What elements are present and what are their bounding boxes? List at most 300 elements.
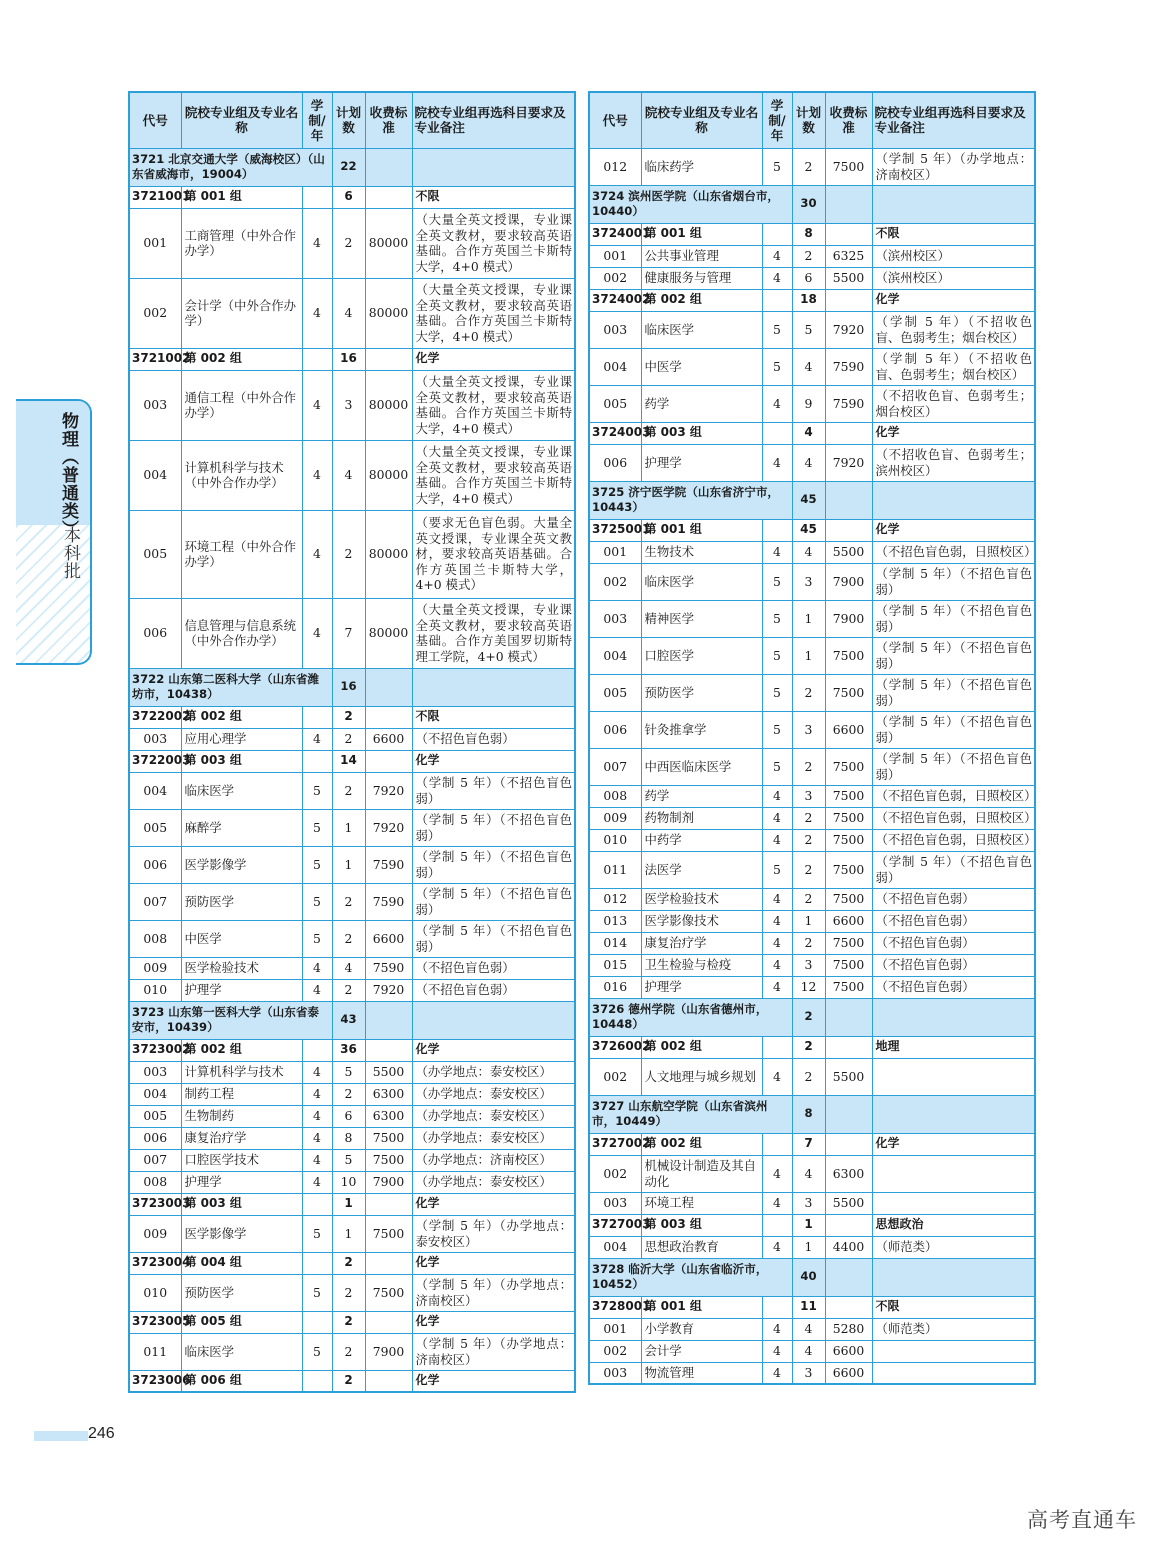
major-fee: 6600	[825, 1362, 872, 1384]
group-name: 第 005 组	[181, 1311, 302, 1333]
group-code: 3723006	[129, 1370, 181, 1392]
group-fee-empty	[825, 1214, 872, 1236]
major-fee: 7590	[365, 883, 412, 920]
major-row	[129, 1105, 575, 1127]
major-remark: （不招色盲色弱，日照校区）	[872, 829, 1035, 851]
school-remark-empty	[872, 1258, 1035, 1296]
major-code: 006	[129, 1127, 181, 1149]
group-years-empty	[762, 1214, 792, 1236]
major-remark: （学制 5 年）（办学地点：泰安校区）	[412, 1215, 575, 1252]
major-code: 005	[589, 674, 641, 711]
major-name: 预防医学	[181, 1274, 302, 1311]
major-fee: 7500	[825, 851, 872, 888]
major-years: 4	[302, 957, 332, 979]
major-remark: （学制 5 年）（不招收色盲、色弱考生；烟台校区）	[872, 311, 1035, 348]
major-fee: 7500	[825, 785, 872, 807]
school-fee-empty	[825, 185, 872, 223]
major-name: 中医学	[641, 348, 762, 385]
major-code: 013	[589, 910, 641, 932]
major-name: 康复治疗学	[641, 932, 762, 954]
major-plan: 2	[332, 208, 365, 278]
major-years: 4	[762, 245, 792, 267]
major-name: 护理学	[641, 976, 762, 998]
group-plan: 2	[792, 1036, 825, 1058]
group-plan: 2	[332, 1370, 365, 1392]
major-remark: （学制 5 年）（不招色盲色弱）	[872, 711, 1035, 748]
group-plan: 1	[792, 1214, 825, 1236]
major-name: 医学影像学	[181, 846, 302, 883]
major-row	[129, 370, 575, 440]
major-remark: （学制 5 年）（不招色盲色弱）	[412, 809, 575, 846]
major-plan: 1	[332, 846, 365, 883]
major-name: 通信工程（中外合作办学）	[181, 370, 302, 440]
school-name: 3728 临沂大学（山东省临沂市，10452）	[589, 1258, 792, 1296]
major-years: 4	[302, 1149, 332, 1171]
major-row	[589, 1058, 1035, 1095]
major-name: 口腔医学	[641, 637, 762, 674]
major-plan: 3	[792, 563, 825, 600]
major-fee: 7900	[825, 600, 872, 637]
major-plan: 3	[792, 1362, 825, 1384]
major-code: 010	[129, 1274, 181, 1311]
major-remark: （不招色盲色弱，日照校区）	[872, 541, 1035, 563]
major-fee: 5280	[825, 1318, 872, 1340]
major-row	[129, 598, 575, 668]
major-code: 007	[589, 748, 641, 785]
group-code: 3722003	[129, 750, 181, 772]
major-code: 005	[129, 1105, 181, 1127]
major-row	[589, 148, 1035, 185]
major-code: 004	[589, 637, 641, 674]
school-plan: 2	[792, 998, 825, 1036]
major-row	[129, 772, 575, 809]
group-years-empty	[302, 1252, 332, 1274]
school-plan: 40	[792, 1258, 825, 1296]
major-plan: 4	[792, 541, 825, 563]
header-name: 院校专业组及专业名称	[641, 92, 762, 148]
header-remark: 院校专业组再选科目要求及专业备注	[872, 92, 1035, 148]
major-years: 5	[302, 920, 332, 957]
major-fee: 7500	[365, 1127, 412, 1149]
major-remark: （滨州校区）	[872, 267, 1035, 289]
major-plan: 3	[792, 1192, 825, 1214]
school-row	[589, 1095, 1035, 1133]
major-remark: （大量全英文授课，专业课全英文教材，要求较高英语基础。合作方英国兰卡斯特大学，4+0 模式）	[412, 440, 575, 510]
major-row	[129, 510, 575, 598]
major-row	[589, 807, 1035, 829]
major-name: 中西医临床医学	[641, 748, 762, 785]
major-remark	[872, 1362, 1035, 1384]
group-code: 3725001	[589, 519, 641, 541]
major-fee: 7920	[365, 772, 412, 809]
major-row	[589, 976, 1035, 998]
major-code: 011	[129, 1333, 181, 1370]
major-code: 014	[589, 932, 641, 954]
major-code: 012	[589, 888, 641, 910]
major-name: 公共事业管理	[641, 245, 762, 267]
major-years: 4	[762, 976, 792, 998]
major-fee: 80000	[365, 278, 412, 348]
major-remark: （学制 5 年）（不招色盲色弱）	[872, 748, 1035, 785]
major-fee: 7500	[365, 1274, 412, 1311]
admission-table-left	[128, 91, 576, 1393]
major-years: 5	[762, 748, 792, 785]
major-row	[589, 1318, 1035, 1340]
group-code: 3723002	[129, 1039, 181, 1061]
major-years: 4	[762, 444, 792, 481]
major-plan: 2	[792, 674, 825, 711]
group-row	[129, 1193, 575, 1215]
major-years: 4	[762, 785, 792, 807]
group-years-empty	[762, 1296, 792, 1318]
major-code: 010	[129, 979, 181, 1001]
major-row	[129, 1215, 575, 1252]
major-years: 4	[762, 1058, 792, 1095]
major-row	[589, 385, 1035, 422]
major-years: 4	[762, 910, 792, 932]
major-row	[129, 920, 575, 957]
major-row	[589, 785, 1035, 807]
group-subject-requirement: 思想政治	[872, 1214, 1035, 1236]
major-row	[589, 910, 1035, 932]
major-fee: 7590	[365, 957, 412, 979]
major-row	[589, 637, 1035, 674]
group-subject-requirement: 不限	[412, 186, 575, 208]
group-plan: 2	[332, 706, 365, 728]
group-code: 3723003	[129, 1193, 181, 1215]
major-fee: 7500	[825, 748, 872, 785]
group-years-empty	[762, 1133, 792, 1155]
school-fee-empty	[365, 668, 412, 706]
group-fee-empty	[825, 223, 872, 245]
major-fee: 80000	[365, 510, 412, 598]
major-years: 4	[762, 541, 792, 563]
major-row	[589, 444, 1035, 481]
school-fee-empty	[825, 1095, 872, 1133]
major-name: 工商管理（中外合作办学）	[181, 208, 302, 278]
school-plan: 8	[792, 1095, 825, 1133]
major-years: 4	[762, 267, 792, 289]
major-remark: （不招色盲色弱）	[412, 979, 575, 1001]
major-code: 003	[589, 600, 641, 637]
major-name: 中医学	[181, 920, 302, 957]
major-years: 5	[302, 772, 332, 809]
group-subject-requirement: 化学	[412, 1039, 575, 1061]
major-code: 006	[589, 711, 641, 748]
group-row	[589, 1214, 1035, 1236]
major-years: 4	[302, 510, 332, 598]
major-name: 口腔医学技术	[181, 1149, 302, 1171]
major-name: 法医学	[641, 851, 762, 888]
major-plan: 2	[332, 1333, 365, 1370]
major-row	[589, 954, 1035, 976]
major-remark: （不招色盲色弱）	[872, 888, 1035, 910]
group-row	[589, 519, 1035, 541]
major-years: 4	[762, 1340, 792, 1362]
group-plan: 11	[792, 1296, 825, 1318]
major-remark: （师范类）	[872, 1318, 1035, 1340]
group-row	[129, 1370, 575, 1392]
major-years: 4	[762, 1192, 792, 1214]
group-name: 第 003 组	[181, 1193, 302, 1215]
group-name: 第 003 组	[181, 750, 302, 772]
group-name: 第 001 组	[181, 186, 302, 208]
major-plan: 2	[332, 1274, 365, 1311]
major-row	[589, 674, 1035, 711]
group-name: 第 002 组	[641, 289, 762, 311]
major-years: 5	[762, 148, 792, 185]
major-name: 小学教育	[641, 1318, 762, 1340]
major-remark: （办学地点：泰安校区）	[412, 1127, 575, 1149]
group-code: 3724003	[589, 422, 641, 444]
group-fee-empty	[365, 1311, 412, 1333]
major-code: 003	[129, 728, 181, 750]
major-row	[129, 957, 575, 979]
major-remark: （不招色盲色弱）	[872, 976, 1035, 998]
major-row	[129, 846, 575, 883]
major-years: 5	[302, 1215, 332, 1252]
major-fee: 7920	[365, 979, 412, 1001]
major-years: 5	[762, 851, 792, 888]
school-name: 3727 山东航空学院（山东省滨州市，10449）	[589, 1095, 792, 1133]
group-plan: 2	[332, 1252, 365, 1274]
group-plan: 36	[332, 1039, 365, 1061]
major-fee: 6325	[825, 245, 872, 267]
major-code: 009	[589, 807, 641, 829]
major-fee: 5500	[825, 267, 872, 289]
major-row	[129, 1149, 575, 1171]
major-code: 006	[589, 444, 641, 481]
major-row	[589, 563, 1035, 600]
major-fee: 6300	[365, 1105, 412, 1127]
group-plan: 1	[332, 1193, 365, 1215]
major-row	[129, 1274, 575, 1311]
major-fee: 5500	[365, 1061, 412, 1083]
school-row	[589, 1258, 1035, 1296]
major-remark: （办学地点：泰安校区）	[412, 1171, 575, 1193]
major-plan: 5	[332, 1149, 365, 1171]
major-name: 预防医学	[641, 674, 762, 711]
group-years-empty	[302, 1311, 332, 1333]
group-subject-requirement: 地理	[872, 1036, 1035, 1058]
major-years: 4	[762, 1318, 792, 1340]
group-subject-requirement: 化学	[872, 1133, 1035, 1155]
major-name: 医学检验技术	[181, 957, 302, 979]
major-name: 针灸推拿学	[641, 711, 762, 748]
major-remark: （办学地点：泰安校区）	[412, 1083, 575, 1105]
header-code: 代号	[129, 92, 181, 148]
major-plan: 1	[792, 637, 825, 674]
major-fee: 7500	[825, 888, 872, 910]
major-code: 009	[129, 1215, 181, 1252]
category-label: 物理（普通类）	[58, 412, 78, 538]
major-name: 会计学（中外合作办学）	[181, 278, 302, 348]
group-row	[129, 750, 575, 772]
major-code: 008	[129, 1171, 181, 1193]
major-code: 009	[129, 957, 181, 979]
group-row	[129, 1039, 575, 1061]
major-remark: （学制 5 年）（办学地点：济南校区）	[872, 148, 1035, 185]
group-plan: 16	[332, 348, 365, 370]
major-years: 5	[302, 809, 332, 846]
group-subject-requirement: 化学	[412, 750, 575, 772]
major-remark: （不招色盲色弱，日照校区）	[872, 807, 1035, 829]
major-plan: 1	[332, 1215, 365, 1252]
school-row	[589, 998, 1035, 1036]
major-row	[589, 267, 1035, 289]
school-fee-empty	[365, 1001, 412, 1039]
major-plan: 2	[332, 920, 365, 957]
major-years: 4	[302, 1105, 332, 1127]
major-years: 4	[302, 1061, 332, 1083]
major-years: 5	[762, 637, 792, 674]
school-row	[589, 185, 1035, 223]
school-fee-empty	[825, 998, 872, 1036]
major-fee: 6600	[825, 711, 872, 748]
major-remark: （不招色盲色弱）	[412, 728, 575, 750]
major-years: 4	[302, 728, 332, 750]
group-subject-requirement: 不限	[412, 706, 575, 728]
major-remark: （大量全英文授课，专业课全英文教材，要求较高英语基础。合作方英国兰卡斯特大学，4+0 模式）	[412, 370, 575, 440]
major-code: 016	[589, 976, 641, 998]
major-remark: （不招色盲色弱，日照校区）	[872, 785, 1035, 807]
major-row	[589, 541, 1035, 563]
major-plan: 10	[332, 1171, 365, 1193]
major-years: 4	[762, 1236, 792, 1258]
major-years: 5	[762, 563, 792, 600]
major-code: 002	[589, 563, 641, 600]
major-name: 医学检验技术	[641, 888, 762, 910]
major-code: 006	[129, 598, 181, 668]
major-fee: 6300	[365, 1083, 412, 1105]
major-code: 008	[129, 920, 181, 957]
major-name: 生物制药	[181, 1105, 302, 1127]
major-row	[589, 311, 1035, 348]
major-fee: 80000	[365, 440, 412, 510]
major-name: 信息管理与信息系统（中外合作办学）	[181, 598, 302, 668]
major-row	[129, 1333, 575, 1370]
group-code: 3724002	[589, 289, 641, 311]
page-number: 246	[88, 1425, 115, 1442]
major-remark	[872, 1340, 1035, 1362]
group-name: 第 002 组	[641, 1036, 762, 1058]
group-code: 3727003	[589, 1214, 641, 1236]
major-row	[129, 979, 575, 1001]
major-remark: （不招色盲色弱）	[412, 957, 575, 979]
group-plan: 45	[792, 519, 825, 541]
major-name: 预防医学	[181, 883, 302, 920]
major-name: 环境工程（中外合作办学）	[181, 510, 302, 598]
major-name: 精神医学	[641, 600, 762, 637]
major-code: 001	[589, 1318, 641, 1340]
major-fee: 5500	[825, 541, 872, 563]
major-code: 006	[129, 846, 181, 883]
major-row	[129, 809, 575, 846]
major-name: 机械设计制造及其自动化	[641, 1155, 762, 1192]
major-fee: 7920	[365, 809, 412, 846]
major-row	[589, 1236, 1035, 1258]
group-fee-empty	[365, 186, 412, 208]
major-row	[589, 851, 1035, 888]
group-plan: 8	[792, 223, 825, 245]
group-subject-requirement: 化学	[872, 422, 1035, 444]
major-code: 004	[129, 440, 181, 510]
major-fee: 7590	[825, 348, 872, 385]
major-name: 药物制剂	[641, 807, 762, 829]
major-plan: 4	[332, 957, 365, 979]
school-remark-empty	[872, 185, 1035, 223]
group-row	[129, 1311, 575, 1333]
group-fee-empty	[365, 750, 412, 772]
header-plan: 计划数	[332, 92, 365, 148]
header-remark: 院校专业组再选科目要求及专业备注	[412, 92, 575, 148]
major-fee: 7500	[825, 674, 872, 711]
major-name: 计算机科学与技术（中外合作办学）	[181, 440, 302, 510]
group-plan: 18	[792, 289, 825, 311]
school-row	[129, 148, 575, 186]
major-code: 002	[589, 267, 641, 289]
major-fee: 7500	[825, 954, 872, 976]
major-code: 004	[589, 348, 641, 385]
major-fee: 7500	[825, 976, 872, 998]
major-row	[129, 1061, 575, 1083]
group-code: 3721001	[129, 186, 181, 208]
major-remark: （学制 5 年）（不招色盲色弱）	[412, 883, 575, 920]
header-fee: 收费标准	[365, 92, 412, 148]
group-fee-empty	[365, 348, 412, 370]
major-code: 007	[129, 1149, 181, 1171]
group-plan: 7	[792, 1133, 825, 1155]
major-remark: （不招色盲色弱）	[872, 932, 1035, 954]
major-name: 药学	[641, 385, 762, 422]
header-plan: 计划数	[792, 92, 825, 148]
major-remark: （学制 5 年）（不招色盲色弱）	[412, 920, 575, 957]
school-plan: 43	[332, 1001, 365, 1039]
major-name: 物流管理	[641, 1362, 762, 1384]
major-remark: （学制 5 年）（不招色盲色弱）	[412, 772, 575, 809]
major-plan: 2	[792, 245, 825, 267]
group-name: 第 002 组	[181, 348, 302, 370]
major-remark: （办学地点：济南校区）	[412, 1149, 575, 1171]
group-row	[129, 706, 575, 728]
major-row	[129, 278, 575, 348]
major-code: 001	[589, 541, 641, 563]
major-name: 药学	[641, 785, 762, 807]
major-fee: 7900	[365, 1333, 412, 1370]
major-row	[589, 711, 1035, 748]
page-number-bar	[34, 1431, 88, 1441]
major-fee: 6600	[825, 910, 872, 932]
major-years: 5	[762, 674, 792, 711]
major-plan: 4	[332, 440, 365, 510]
major-years: 5	[302, 1274, 332, 1311]
group-years-empty	[302, 1370, 332, 1392]
major-code: 004	[129, 1083, 181, 1105]
group-name: 第 002 组	[181, 1039, 302, 1061]
major-years: 4	[302, 1171, 332, 1193]
major-name: 计算机科学与技术	[181, 1061, 302, 1083]
major-row	[129, 1083, 575, 1105]
major-plan: 12	[792, 976, 825, 998]
major-years: 4	[302, 370, 332, 440]
major-plan: 2	[332, 728, 365, 750]
major-plan: 6	[792, 267, 825, 289]
major-years: 5	[762, 711, 792, 748]
major-row	[589, 932, 1035, 954]
major-code: 004	[129, 772, 181, 809]
major-code: 003	[589, 1192, 641, 1214]
major-remark: （不招色盲色弱）	[872, 910, 1035, 932]
